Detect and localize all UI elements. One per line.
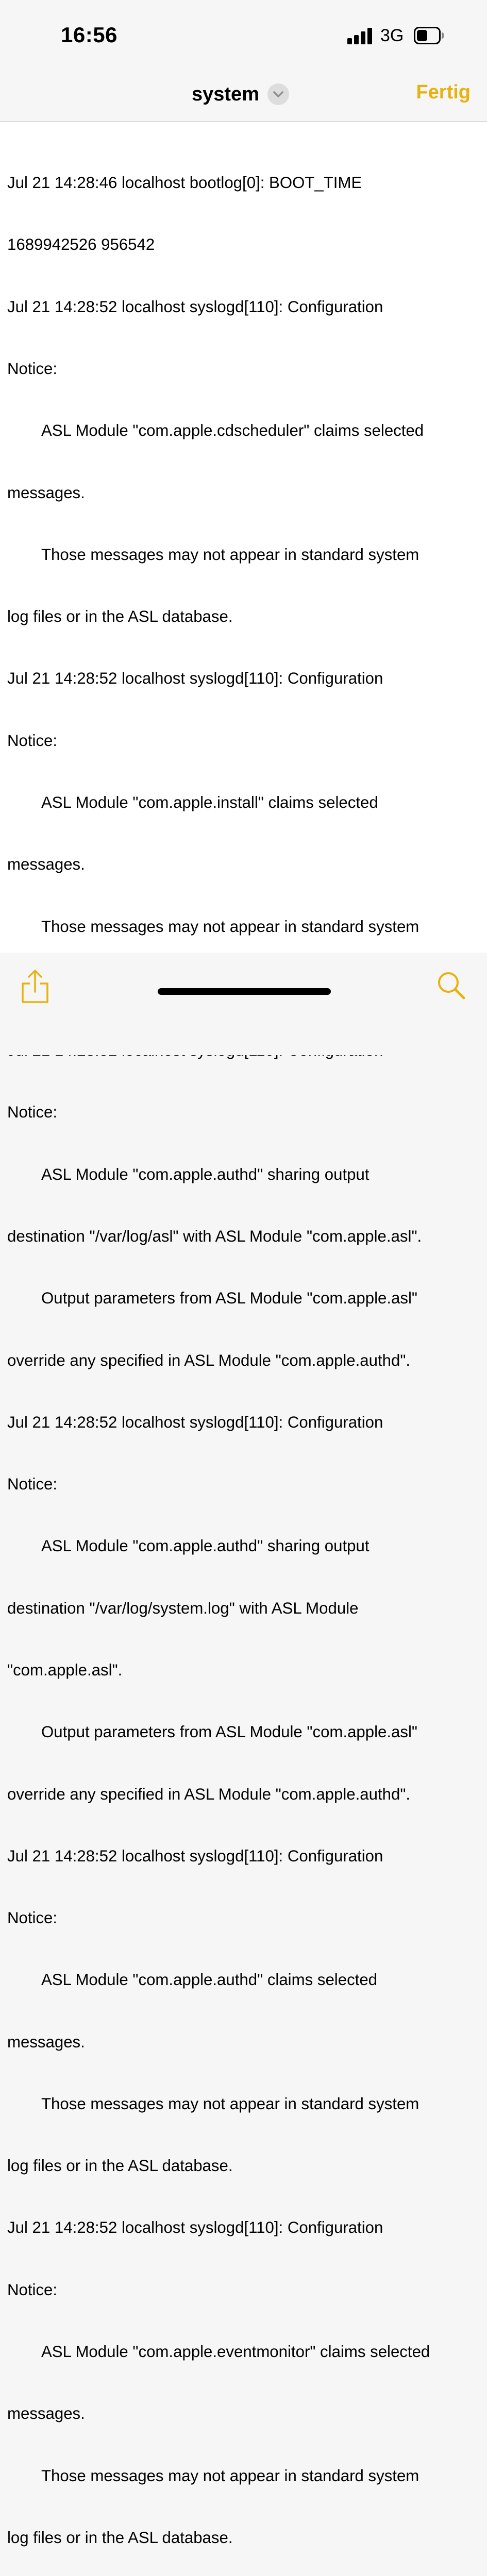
network-type: 3G <box>380 26 404 45</box>
log-line: destination "/var/log/system.log" with ASL Module <box>7 1599 359 1617</box>
done-button[interactable]: Fertig <box>416 81 471 103</box>
log-line: Notice: <box>7 1475 58 1494</box>
log-line: ASL Module "com.apple.install" claims selected <box>41 793 378 811</box>
bottom-toolbar <box>0 953 487 1055</box>
log-line: messages. <box>7 2404 85 2423</box>
log-line: ASL Module "com.apple.eventmonitor" claims selected <box>41 2343 430 2361</box>
share-icon[interactable] <box>20 968 51 1004</box>
log-line: Jul 21 14:28:52 localhost syslogd[110]: Configuration <box>7 669 383 688</box>
log-line: log files or in the ASL database. <box>7 2157 233 2175</box>
log-text-view[interactable] <box>0 122 487 2547</box>
status-time: 16:56 <box>61 23 117 47</box>
log-line: Notice: <box>7 1909 58 1927</box>
log-line: messages. <box>7 855 85 874</box>
chevron-down-icon[interactable] <box>267 83 289 105</box>
log-line: Jul 21 14:28:46 localhost bootlog[0]: BOOT_TIME <box>7 174 362 192</box>
log-line: Those messages may not appear in standard system <box>41 2466 419 2485</box>
battery-icon <box>414 27 444 44</box>
log-line: messages. <box>7 483 85 502</box>
log-content <box>0 122 487 2576</box>
home-indicator <box>158 988 331 995</box>
log-line: Notice: <box>7 2280 58 2299</box>
log-line: Notice: <box>7 731 58 750</box>
log-line: ASL Module "com.apple.authd" sharing output <box>41 1165 370 1183</box>
log-line: Jul 21 14:28:52 localhost syslogd[110]: Configuration <box>7 1846 383 1865</box>
search-icon[interactable] <box>436 970 467 1001</box>
log-line: Those messages may not appear in standard system <box>41 917 419 936</box>
log-line: "com.apple.asl". <box>7 1660 123 1679</box>
log-line: Jul 21 14:28:52 localhost syslogd[110]: Configuration <box>7 1413 383 1431</box>
log-line: destination "/var/log/asl" with ASL Module "com.apple.asl". <box>7 1227 422 1245</box>
log-line: log files or in the ASL database. <box>7 2528 233 2547</box>
log-source-selector[interactable] <box>192 82 289 106</box>
page-title: system <box>192 83 259 105</box>
log-line: Jul 21 14:28:52 localhost syslogd[110]: Configuration <box>7 2218 383 2237</box>
navigation-bar <box>0 72 487 122</box>
log-line: Notice: <box>7 360 58 378</box>
log-line: log files or in the ASL database. <box>7 607 233 626</box>
log-line: ASL Module "com.apple.authd" sharing output <box>41 1537 370 1555</box>
log-line: Those messages may not appear in standard system <box>41 545 419 564</box>
log-line: override any specified in ASL Module "com.apple.authd". <box>7 1785 411 1803</box>
log-line: Those messages may not appear in standard system <box>41 2094 419 2113</box>
log-line: ASL Module "com.apple.cdscheduler" claims selected <box>41 421 424 440</box>
log-line: Output parameters from ASL Module "com.apple.asl" <box>41 1723 417 1741</box>
log-line: messages. <box>7 2032 85 2051</box>
log-line: Notice: <box>7 1103 58 1122</box>
cellular-signal-icon <box>347 28 372 44</box>
status-bar <box>0 0 487 72</box>
log-line: Output parameters from ASL Module "com.apple.asl" <box>41 1289 417 1308</box>
log-line: override any specified in ASL Module "com.apple.authd". <box>7 1351 411 1369</box>
log-line: 1689942526 956542 <box>7 235 155 254</box>
log-line: Jul 21 14:28:52 localhost syslogd[110]: Configuration <box>7 297 383 316</box>
log-line: ASL Module "com.apple.authd" claims selected <box>41 1971 378 1989</box>
